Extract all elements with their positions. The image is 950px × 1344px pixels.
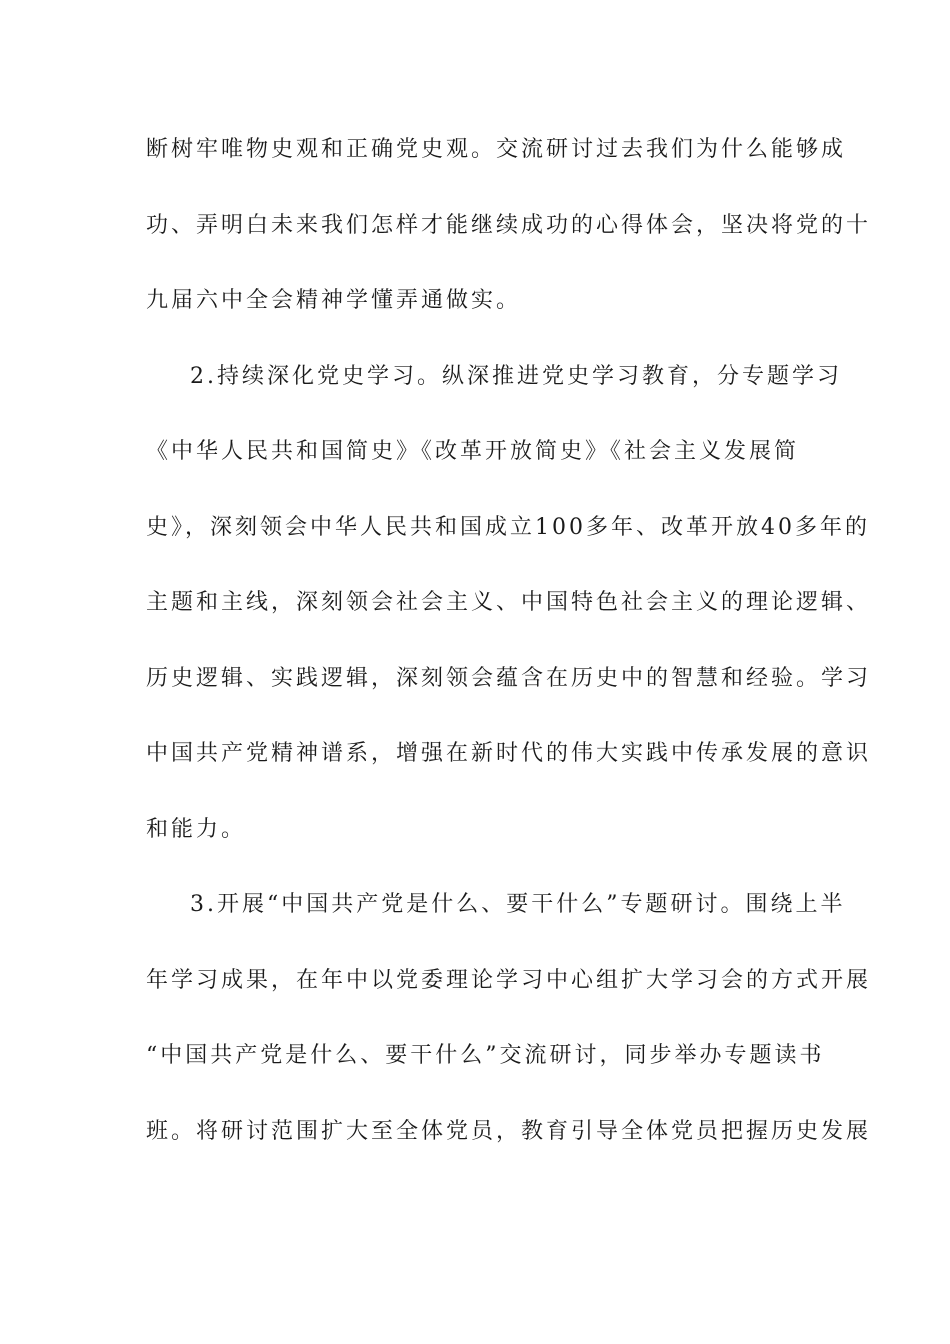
text-line: 主题和主线，深刻领会社会主义、中国特色社会主义的理论逻辑、	[146, 590, 872, 615]
body-text	[146, 128, 872, 1185]
text-line: 历史逻辑、实践逻辑，深刻领会蕴含在历史中的智慧和经验。学习	[146, 665, 872, 691]
section-heading-line: 3.开展“中国共产党是什么、要干什么”专题研讨。围绕上半	[190, 892, 846, 917]
text-line: 年学习成果，在年中以党委理论学习中心组扩大学习会的方式开展	[146, 967, 872, 993]
text-line: 功、弄明白未来我们怎样才能继续成功的心得体会，坚决将党的十	[146, 212, 872, 238]
text-line: 断树牢唯物史观和正确党史观。交流研讨过去我们为什么能够成	[146, 137, 847, 162]
text-line: 《中华人民共和国简史》《改革开放简史》《社会主义发展简	[146, 439, 800, 464]
text-line: 和能力。	[146, 816, 247, 842]
section-heading-line: 2.持续深化党史学习。纵深推进党史学习教育，分专题学习	[190, 363, 842, 389]
text-line: “中国共产党是什么、要干什么”交流研讨，同步举办专题读书	[146, 1043, 825, 1068]
text-line: 班。将研讨范围扩大至全体党员，教育引导全体党员把握历史发展	[146, 1118, 872, 1144]
text-line: 史》，深刻领会中华人民共和国成立100多年、改革开放40多年的	[146, 514, 870, 540]
text-line: 九届六中全会精神学懂弄通做实。	[146, 288, 522, 313]
text-line: 中国共产党精神谱系，增强在新时代的伟大实践中传承发展的意识	[146, 741, 872, 766]
